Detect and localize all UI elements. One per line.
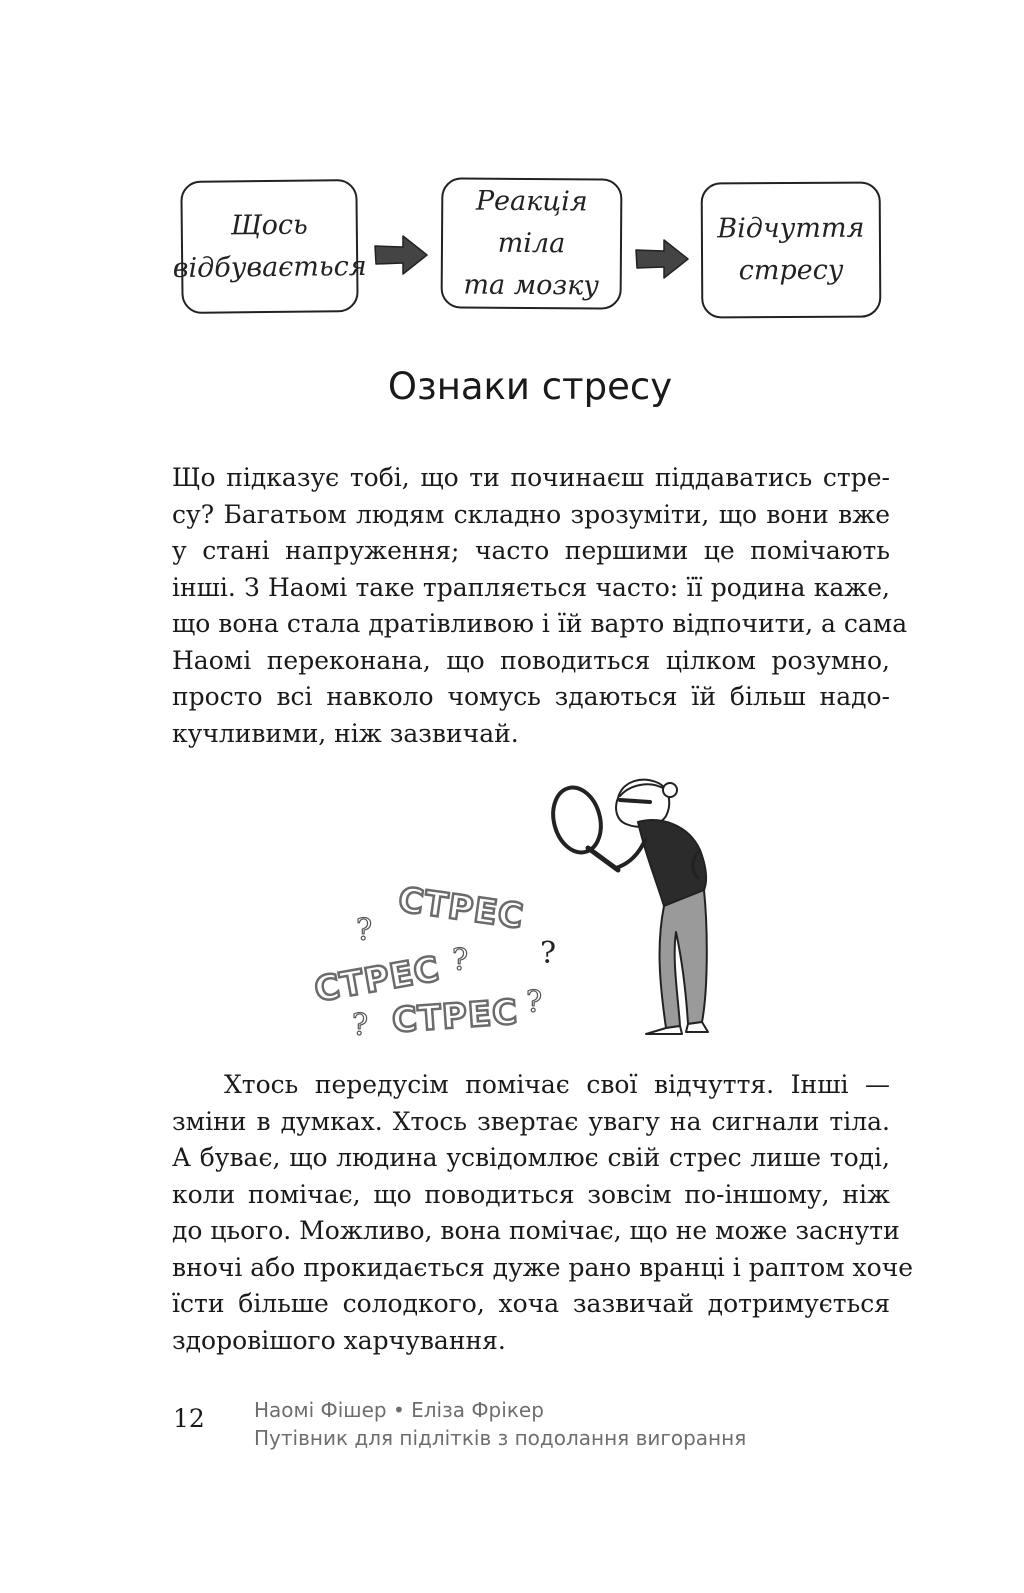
text-line: кучливими, ніж зазвичай.	[172, 718, 519, 748]
question-mark: ?	[540, 936, 557, 971]
question-mark: ?	[452, 943, 469, 978]
section-title: Ознаки стресу	[387, 365, 673, 408]
page-number: 12	[173, 1404, 205, 1433]
text-line: зміни в думках. Хтось звертає увагу на сигнали тіла.	[172, 1106, 890, 1136]
flow-step-body-brain-reaction	[441, 177, 623, 309]
text-line: Хтось передусім помічає свої відчуття. Інші —	[224, 1070, 890, 1099]
flow-step-something-happens	[172, 179, 367, 314]
paragraph-noticing-stress	[172, 1067, 914, 1359]
text-line: у стані напруження; часто першими це помічають	[172, 536, 890, 565]
flow-step-label: Відчуття стресу	[717, 212, 865, 287]
right-arrow-icon	[634, 238, 690, 280]
text-line: Що підказує тобі, що ти починаєш піддаватись стре-	[172, 463, 890, 492]
right-arrow-icon	[373, 234, 429, 276]
paragraph-signs-of-stress	[172, 460, 908, 752]
question-mark: ?	[356, 913, 373, 948]
stress-word: СТРЕС	[395, 879, 527, 938]
stress-word: СТРЕС	[311, 949, 443, 1011]
footer-book-title: Путівник для підлітків з подолання вигорання	[254, 1426, 747, 1450]
flow-step-label: Щось відбувається	[172, 209, 367, 284]
text-line: здоровішого харчування.	[172, 1325, 506, 1355]
stress-word: СТРЕС	[390, 992, 520, 1041]
question-mark: ?	[526, 985, 543, 1020]
text-line: вночі або прокидається дуже рано вранці і раптом хоче	[172, 1252, 914, 1282]
flow-step-label: Реакція тіла та мозку	[463, 185, 600, 301]
footer-authors: Наомі Фішер • Еліза Фрікер	[254, 1398, 544, 1422]
question-mark: ?	[352, 1008, 369, 1043]
text-line: інші. З Наомі таке трапляється часто: її родина каже,	[172, 572, 890, 602]
text-line: що вона стала дратівливою і їй варто відпочити, а сама	[172, 609, 908, 638]
text-line: коли помічає, що поводиться зовсім по-іншому, ніж	[172, 1179, 890, 1209]
flow-step-stress-feeling	[701, 182, 882, 319]
text-line: Наомі переконана, що поводиться цілком розумно,	[172, 645, 890, 675]
text-line: просто всі навколо чомусь здаються їй більш надо-	[172, 682, 890, 711]
girl-with-magnifying-glass-illustration	[300, 760, 720, 1050]
girl-figure	[546, 780, 708, 1034]
running-footer	[254, 1396, 746, 1452]
flow-diagram	[0, 0, 1024, 340]
text-line: до цього. Можливо, вона помічає, що не може заснути	[172, 1216, 900, 1245]
text-line: су? Багатьом людям складно зрозуміти, що вони вже	[172, 499, 890, 529]
text-line: їсти більше солодкого, хоча зазвичай дотримується	[172, 1289, 890, 1318]
text-line: А буває, що людина усвідомлює свій стрес лише тоді,	[172, 1143, 890, 1172]
